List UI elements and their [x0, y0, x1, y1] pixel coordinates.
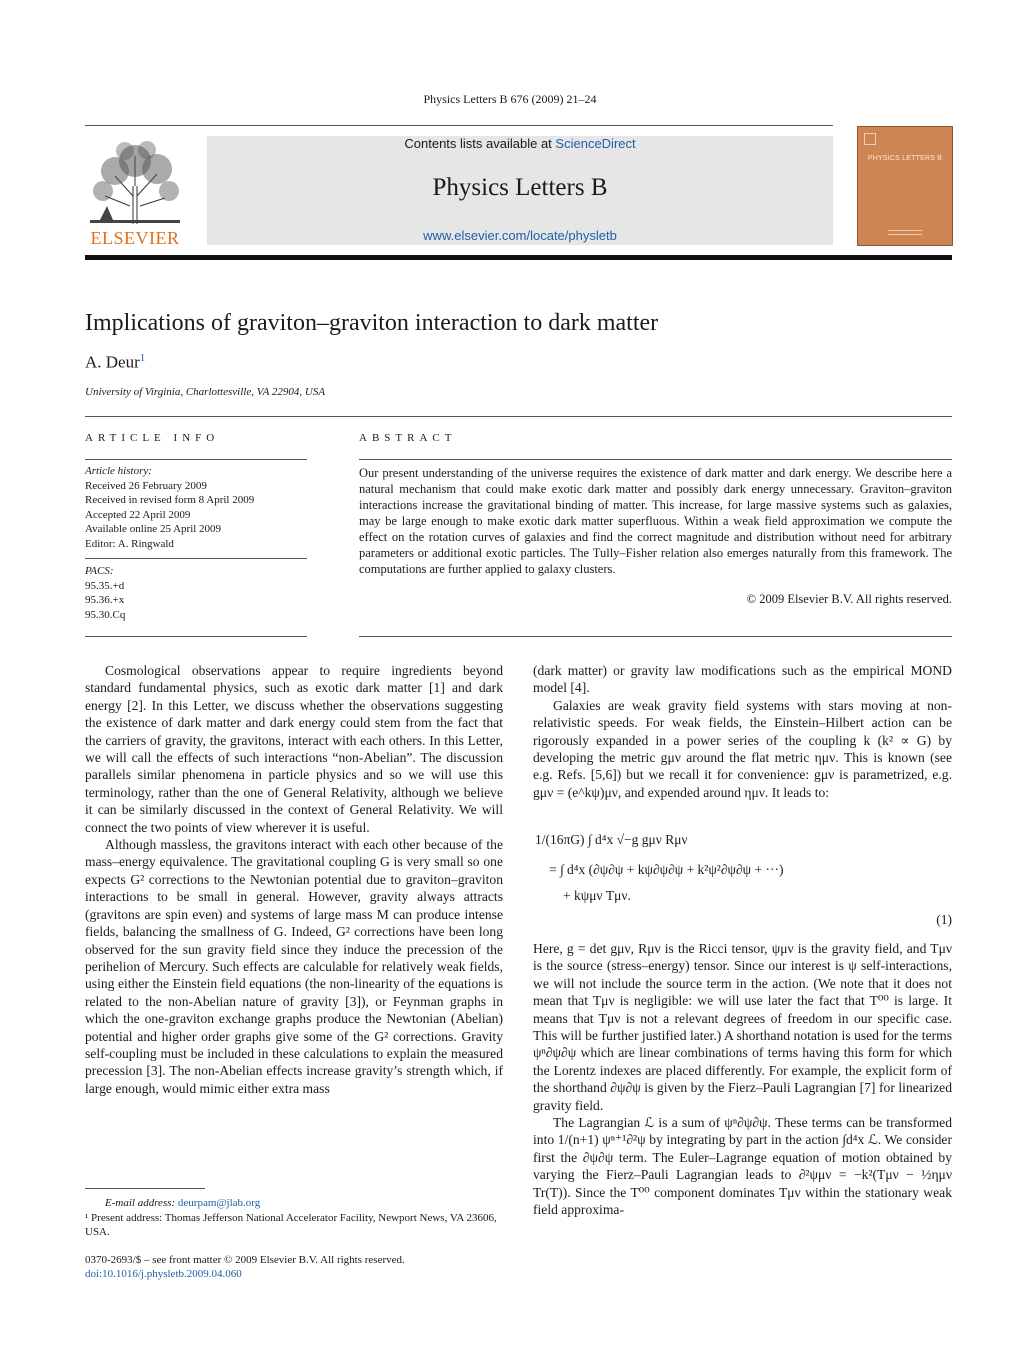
history-item: Received 26 February 2009	[85, 479, 207, 492]
info-rule	[85, 636, 307, 637]
history-item: Editor: A. Ringwald	[85, 537, 174, 550]
pacs-label: PACS:	[85, 565, 114, 577]
section-rule	[85, 416, 952, 417]
footnote-rule	[85, 1188, 205, 1189]
info-rule	[85, 459, 307, 460]
author-footnote-mark[interactable]: 1	[139, 352, 146, 364]
article-info-heading: ARTICLE INFO	[85, 432, 220, 444]
body-paragraph: The Lagrangian ℒ is a sum of ψⁿ∂ψ∂ψ. These terms can be transformed into 1/(n+1) ψⁿ⁺¹∂²ψ by integrating by part in the action ∫d⁴x ℒ. We consider first the ∂ψ∂ψ term. The Euler–Lagrange equation of motion obtained by varying the Fierz–Pauli Lagrangian leads to ∂²ψμν = −k²(Tμν − ½ημν Tr(T)). Since the T⁰⁰ component dominates Tμν within the stationary weak field approxima-	[533, 1115, 952, 1218]
journal-reference: Physics Letters B 676 (2009) 21–24	[423, 92, 597, 106]
history-item: Received in revised form 8 April 2009	[85, 494, 255, 506]
contents-line: Contents lists available at ScienceDirect	[404, 136, 636, 151]
body-paragraph: Galaxies are weak gravity field systems with stars moving at non-relativistic speeds. For weak fields, the Einstein–Hilbert action can be rigorously expanded in a power series of the coupling k (k² ∝ G) by developing the metric gμν around the flat metric ημν. This is known (see e.g. Refs. [5,6]) but we recall it for convenience: gμν is parametrized, e.g. gμν = (e^kψ)μν, and expended around ημν. It leads to:	[533, 697, 952, 800]
abstract-heading: ABSTRACT	[359, 432, 457, 444]
cover-title: PHYSICS LETTERS B	[867, 155, 943, 162]
body-paragraph: Although massless, the gravitons interact with each other because of the mass–energy equivalence. The gravitational coupling G is very small so one expects G² corrections to the Newtonian potential due to graviton–graviton interactions to be small in general. However, gravity always attracts (gravitons are spin even) and systems of large mass M can produce intense fields, balancing the smallness of G. Indeed, G² corrections have been long observed for the sun gravity field since they induce the precession of the perihelion of Mercury. Such effects are calculable for relatively weak fields, using either the Einstein field equations (the non-linearity of the equations is related to the non-Abelian nature of gravity [3]), or Feynman graphs in which the one-graviton exchange graphs produce the Newtonian (Abelian) potential and higher order graphs give some of the G² corrections. Gravity self-coupling must be included in these calculations to explain the measured precession [3]. The non-Abelian effects increase gravity’s strength which, if large enough, would mimic either extra mass	[85, 837, 503, 1096]
footnote-1: ¹ Present address: Thomas Jefferson National Accelerator Facility, Newport News, VA 23606, USA.	[85, 1212, 497, 1238]
history-item: Available online 25 April 2009	[85, 523, 222, 535]
sciencedirect-link[interactable]: ScienceDirect	[555, 136, 636, 151]
article-history	[85, 464, 307, 551]
body-paragraph: Here, g = det gμν, Rμν is the Ricci tensor, ψμν is the gravity field, and Tμν is the source (stress–energy) tensor. Since our interest is ψ self-interactions, we will not include the source term in the action. (We note that it does not mean that Tμν is negligible: we will use later the fact that T⁰⁰ is large. It means that Tμν is not a relevant degrees of freedom in our specific case. This will be further justified later.) A shorthand notation is used for the terms ψⁿ∂ψ∂ψ which are linear combinations of terms having this form for which the Lorentz indexes are placed differently. For example, the explicit form of the shorthand ∂ψ∂ψ is given by the Fierz–Pauli Lagrangian [7] for linearized gravity field.	[533, 941, 952, 1113]
abstract-text: Our present understanding of the universe requires the existence of dark matter and dark energy. We describe here a natural mechanism that could make exotic dark matter and possibly dark energy unnecessary. Graviton–graviton interactions increase the gravitational binding of matter. This increase, for large massive systems such as galaxies, may be large enough to make exotic dark matter superfluous. Within a weak field approximation we compute the effect on the rotation curves of galaxies and find the correct magnitude and distribution without need for arbitrary parameters or additional exotic particles. The Tully–Fisher relation also emerges naturally from this framework. The computations are further applied to galaxy clusters.	[359, 466, 952, 576]
equation-line: = ∫ d⁴x (∂ψ∂ψ + kψ∂ψ∂ψ + k²ψ²∂ψ∂ψ + ···)	[549, 862, 784, 877]
body-paragraph: (dark matter) or gravity law modifications such as the empirical MOND model [4].	[533, 663, 952, 696]
journal-banner	[207, 136, 833, 245]
journal-title: Physics Letters B	[432, 174, 608, 201]
equation-number: (1)	[936, 912, 952, 927]
equation-line: 1/(16πG) ∫ d⁴x √−g gμν Rμν	[535, 832, 688, 847]
pacs-item: 95.36.+x	[85, 594, 125, 606]
equation-line: + kψμν Tμν.	[563, 888, 631, 903]
cover-divider	[888, 234, 922, 235]
header-thick-rule	[85, 255, 952, 260]
affiliation: University of Virginia, Charlottesville, VA 22904, USA	[85, 386, 326, 398]
pacs-block	[85, 564, 307, 622]
history-item: Accepted 22 April 2009	[85, 508, 191, 521]
article-title: Implications of graviton–graviton interaction to dark matter	[85, 310, 659, 336]
email-link[interactable]: deurpam@jlab.org	[177, 1197, 261, 1209]
equation-1	[535, 832, 952, 927]
author-line	[85, 352, 145, 373]
abstract-rule	[359, 459, 952, 460]
doi-link[interactable]: doi:10.1016/j.physletb.2009.04.060	[85, 1268, 242, 1280]
info-rule	[85, 558, 307, 559]
issn-line: 0370-2693/$ – see front matter © 2009 Elsevier B.V. All rights reserved.	[85, 1254, 405, 1266]
elsevier-wordmark: ELSEVIER	[90, 228, 180, 248]
email-footnote	[105, 1196, 503, 1210]
pacs-item: 95.35.+d	[85, 579, 125, 592]
author-name: A. Deur	[85, 352, 140, 372]
journal-url-link[interactable]: www.elsevier.com/locate/physletb	[423, 228, 617, 243]
cover-divider	[888, 230, 922, 231]
header-rule	[85, 125, 833, 126]
abstract-rule	[359, 636, 952, 637]
abstract-copyright: © 2009 Elsevier B.V. All rights reserved.	[746, 592, 952, 606]
body-right-column-cont	[533, 940, 952, 1219]
cover-mark-icon	[864, 133, 876, 145]
history-label: Article history:	[85, 465, 152, 477]
pacs-item: 95.30.Cq	[85, 608, 126, 621]
journal-cover-thumbnail	[857, 126, 953, 246]
body-right-column	[533, 662, 952, 801]
body-paragraph: Cosmological observations appear to require ingredients beyond standard fundamental physics, such as exotic dark matter [1] and dark energy [2]. In this Letter, we discuss whether the observations suggesting the existence of dark matter and dark energy could stem from the fact that the carriers of gravity, the gravitons, interact with each others. In this Letter, we will call the effects of such interactions “non-Abelian”. The discussion parallels similar phenomena in particle physics and so we will use this terminology, rather than the one of General Relativity, although we believe it can be similarly discussed in the context of General Relativity. We will connect the two points of view wherever it is useful.	[85, 663, 503, 835]
body-left-column	[85, 662, 503, 1097]
email-label: E-mail address:	[105, 1197, 176, 1209]
